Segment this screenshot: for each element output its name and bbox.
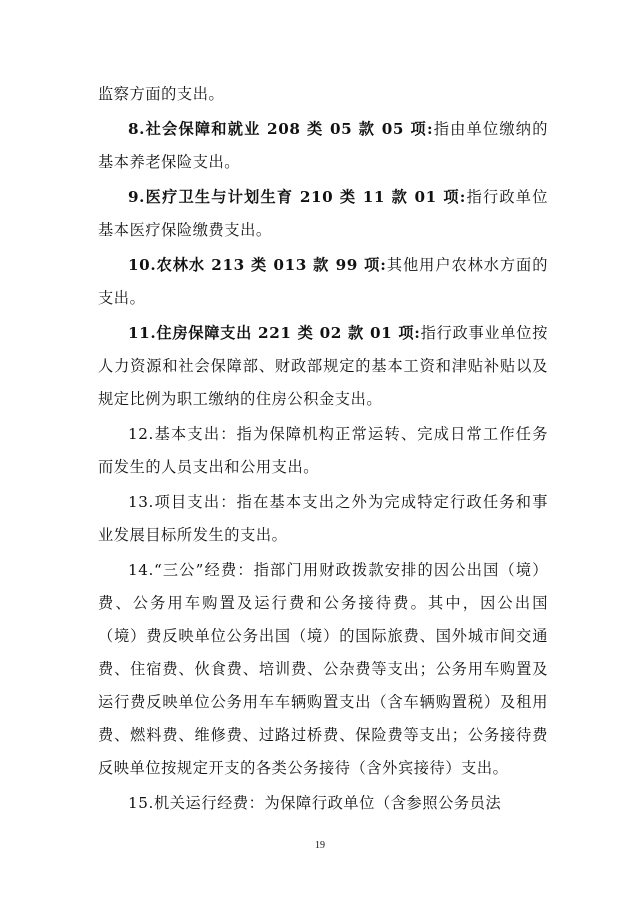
paragraph-3 xyxy=(98,181,548,247)
paragraph-text: 指行政事业单位按人力资源和社会保障部、财政部规定的基本工资和津贴补贴以及规定比例为职工缴纳的住房公积金支出。 xyxy=(98,324,548,408)
paragraph-text: 15.机关运行经费：为保障行政单位（含参照公务员法 xyxy=(128,794,502,812)
paragraph-text: 指行政单位基本医疗保险缴费支出。 xyxy=(98,188,548,239)
paragraph-heading: 9.医疗卫生与计划生育 210 类 11 款 01 项: xyxy=(128,188,466,206)
page-number: 19 xyxy=(315,840,325,851)
paragraph-heading: 10.农林水 213 类 013 款 99 项: xyxy=(128,256,387,274)
paragraph-heading: 11.住房保障支出 221 类 02 款 01 项: xyxy=(128,324,421,342)
paragraph-4 xyxy=(98,249,548,315)
paragraph-text: 14.“三公”经费：指部门用财政拨款安排的因公出国（境）费、公务用车购置及运行费和公务接待费。其中，因公出国（境）费反映单位公务出国（境）的国际旅费、国外城市间交通费、住宿费、伙食费、培训费、公杂费等支出；公务用车购置及运行费反映单位公务用车车辆购置支出（含车辆购置税）及租用费、燃料费、维修费、过路过桥费、保险费等支出；公务接待费反映单位按规定开支的各类公务接待（含外宾接待）支出。 xyxy=(98,561,548,777)
paragraph-2 xyxy=(98,113,548,179)
paragraph-8 xyxy=(98,554,548,785)
paragraph-5 xyxy=(98,317,548,416)
paragraph-text: 13.项目支出：指在基本支出之外为完成特定行政任务和事业发展目标所发生的支出。 xyxy=(98,493,548,544)
paragraph-1 xyxy=(98,78,548,111)
paragraph-text: 监察方面的支出。 xyxy=(98,85,225,103)
paragraph-text: 指由单位缴纳的基本养老保险支出。 xyxy=(98,120,548,171)
body-text xyxy=(98,78,548,822)
paragraph-text: 其他用户农林水方面的支出。 xyxy=(98,256,548,307)
paragraph-6 xyxy=(98,418,548,484)
paragraph-heading: 8.社会保障和就业 208 类 05 款 05 项: xyxy=(128,120,434,138)
paragraph-text: 12.基本支出：指为保障机构正常运转、完成日常工作任务而发生的人员支出和公用支出。 xyxy=(98,425,548,476)
paragraph-9 xyxy=(98,787,548,820)
paragraph-7 xyxy=(98,486,548,552)
